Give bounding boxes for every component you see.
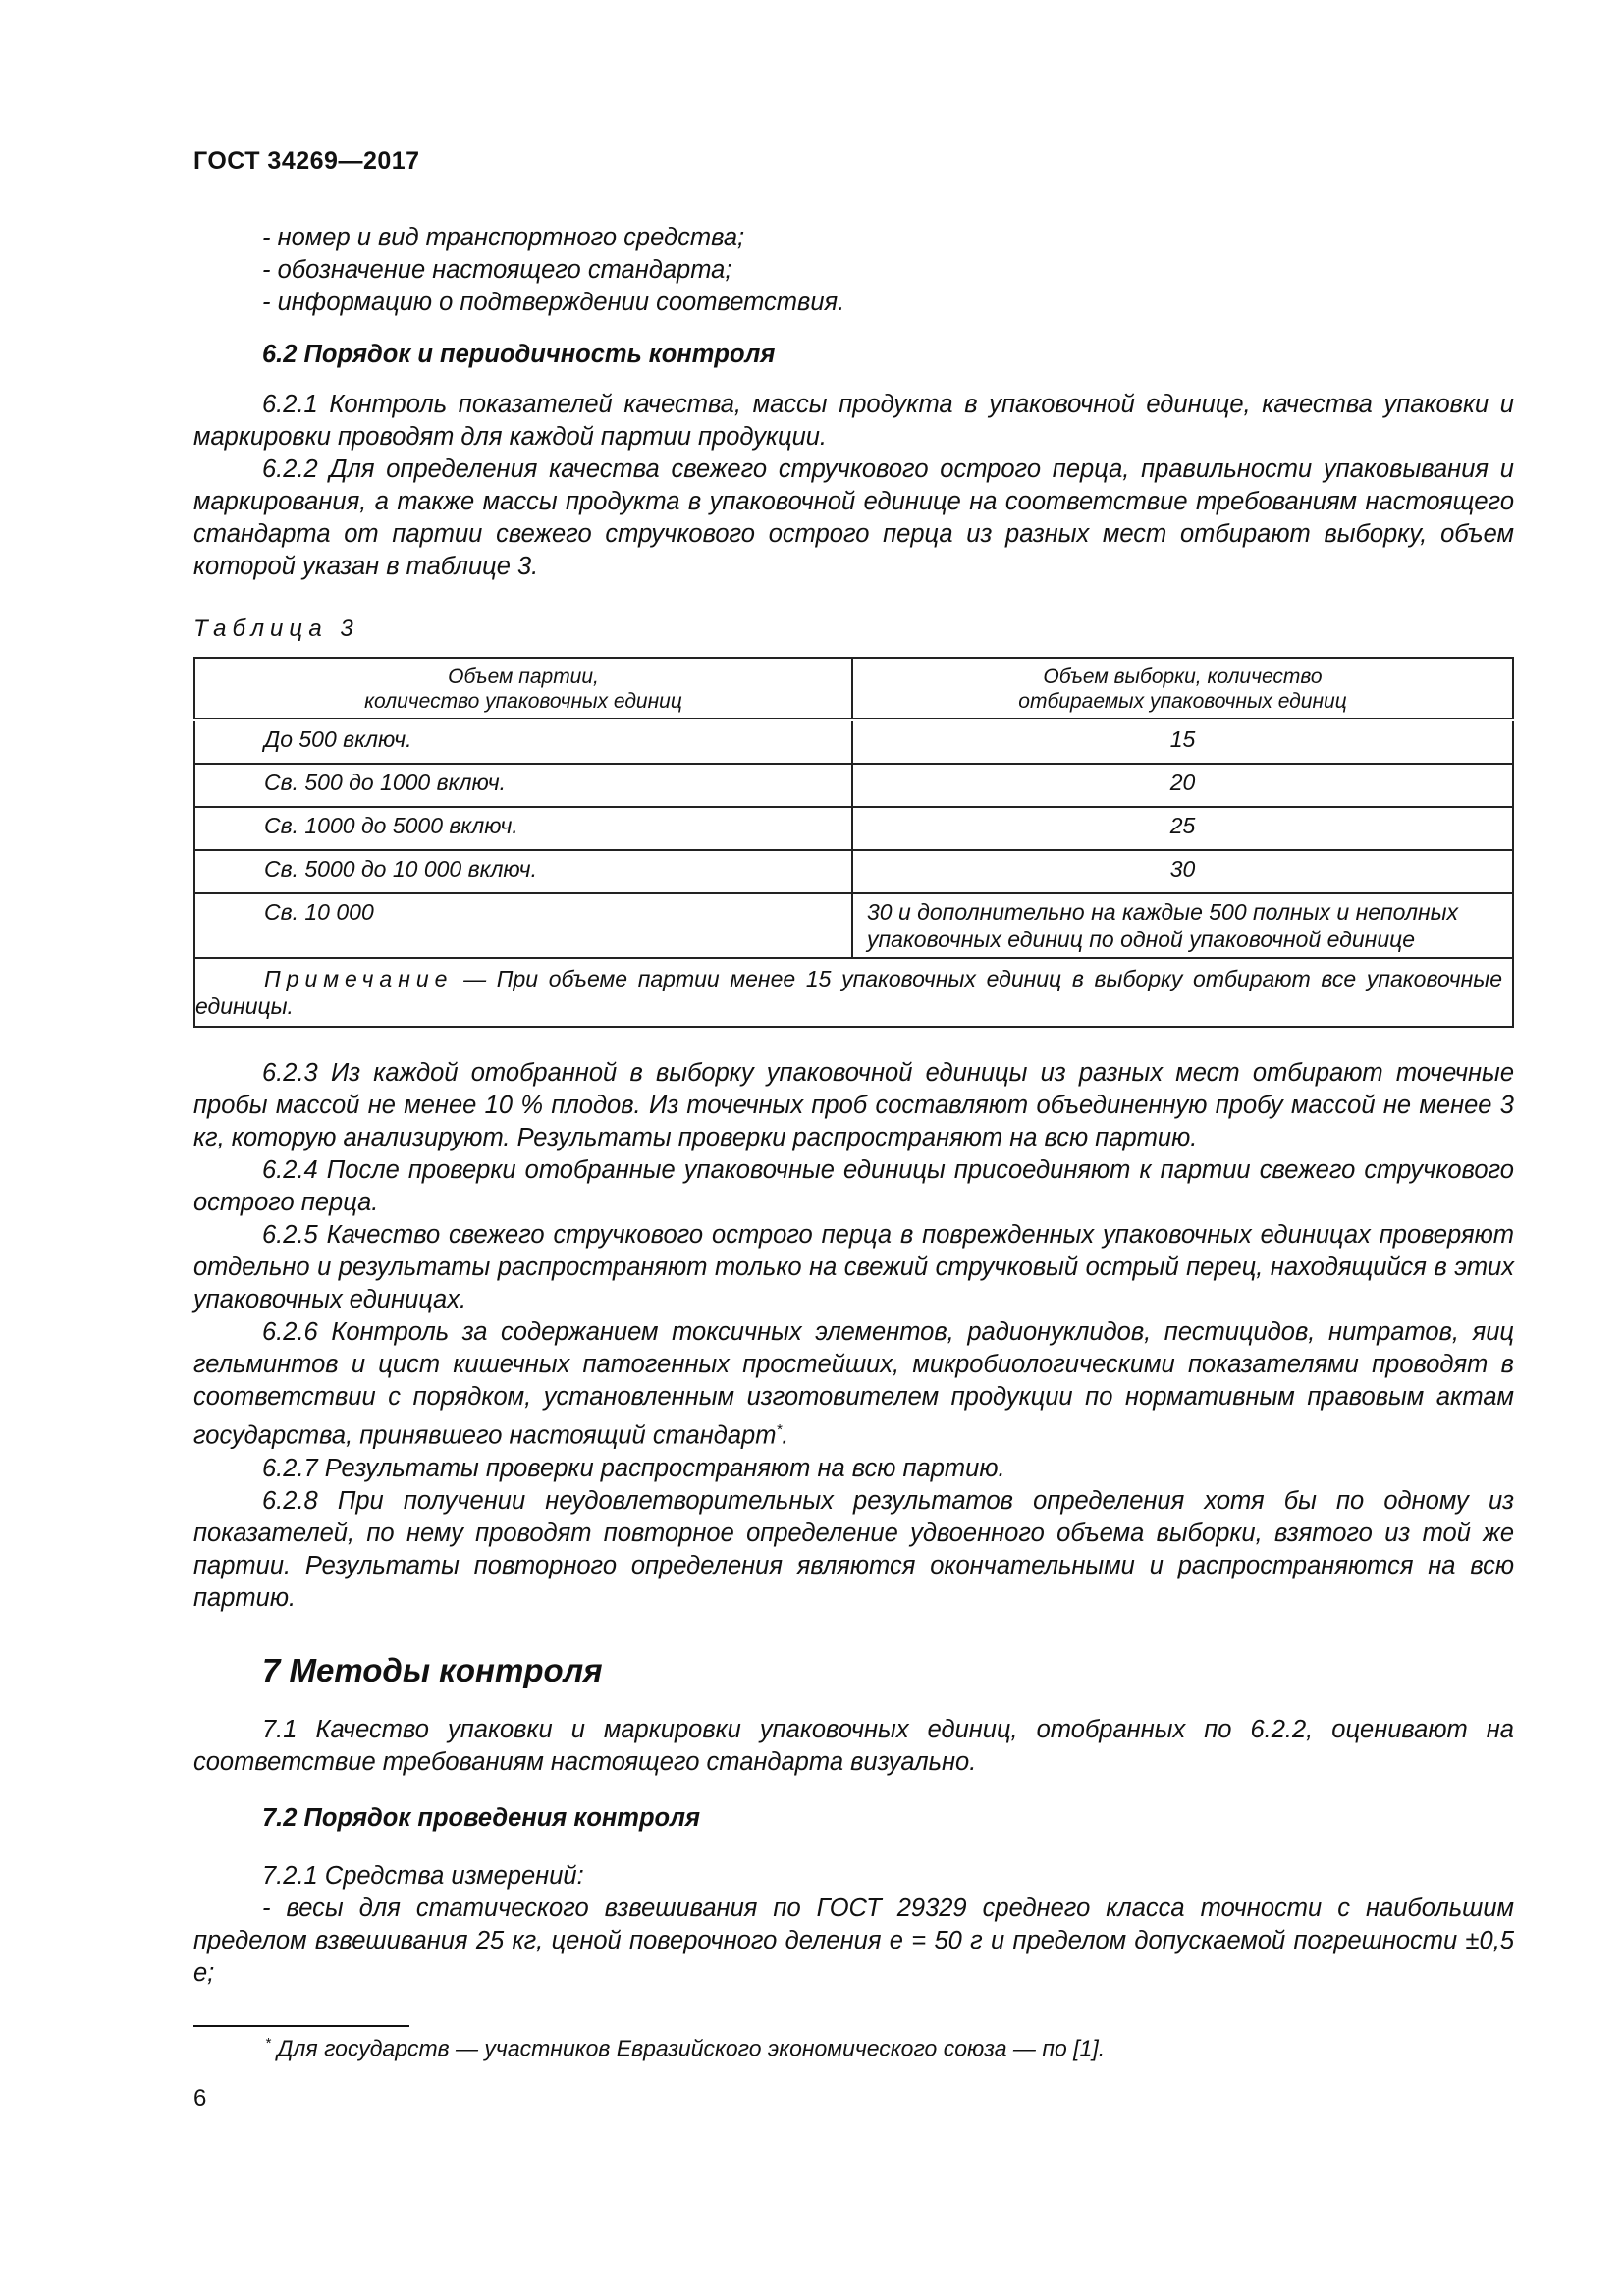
paragraph-7-1: 7.1 Качество упаковки и маркировки упаковочных единиц, отобранных по 6.2.2, оценивают на соответствие требованиям настоящего стандарта визуально. [193,1715,1514,1776]
table-row [194,893,1513,958]
list-item: - информацию о подтверждении соответствия. [262,289,845,316]
page-number: 6 [193,2085,207,2111]
section-heading-7-2: 7.2 Порядок проведения контроля [262,1803,701,1832]
document-header: ГОСТ 34269—2017 [193,147,420,175]
paragraph-6-2-5: 6.2.5 Качество свежего стручкового острого перца в поврежденных упаковочных единицах проверяют отдельно и результаты распространяют только на свежий стручковый острый перец, находящийся в этих упаковочных единицах. [193,1221,1514,1313]
table-cell-lot: Св. 1000 до 5000 включ. [194,807,852,850]
paragraph-7-2-1: 7.2.1 Средства измерений: [262,1861,584,1890]
sample-size-table [193,657,1514,1028]
table-row [194,764,1513,807]
table-row [194,850,1513,893]
table-cell-sample: 25 [852,807,1513,850]
paragraph-6-2-2: 6.2.2 Для определения качества свежего стручкового острого перца, правильности упаковывания и маркирования, а также массы продукта в упаковочной единице на соответствие требованиям настоящего стандарта от партии свежего стручкового острого перца из разных мест отбирают выборку, объем которой указан в таблице 3. [193,455,1514,580]
list-item: - весы для статического взвешивания по ГОСТ 29329 среднего класса точности с наибольшим пределом взвешивания 25 кг, ценой поверочного деления е = 50 г и пределом допускаемой погрешности ±0,5 е; [193,1894,1514,1987]
list-item: - обозначение настоящего стандарта; [262,256,732,284]
page-content [193,222,1514,1990]
table-row [194,807,1513,850]
section-heading-6-2: 6.2 Порядок и периодичность контроля [262,341,776,368]
table-header-row [194,658,1513,720]
footnote-reference: * [776,1421,783,1438]
list-item: - номер и вид транспортного средства; [262,224,745,251]
paragraph-6-2-8: 6.2.8 При получении неудовлетворительных результатов определения хотя бы по одному из показателей, по нему проводят повторное определение удвоенного объема выборки, взятого из той же партии. Результаты повторного определения являются окончательными и распространяются на всю партию. [193,1486,1514,1612]
table-header-sample: Объем выборки, количество отбираемых упаковочных единиц [852,658,1513,720]
table-cell-lot: Св. 5000 до 10 000 включ. [194,850,852,893]
paragraphs-after-table [193,1057,1514,1615]
table-note-text: — При объеме партии менее 15 упаковочных единиц в выборку отбирают все упаковочные единицы. [195,966,1502,1019]
table-caption: Таблица 3 [193,615,359,642]
table-note-label: Примечание [264,966,454,991]
table-cell-sample: 15 [852,720,1513,764]
table-cell-sample: 20 [852,764,1513,807]
table-cell-lot: Св. 500 до 1000 включ. [194,764,852,807]
paragraph-6-2-7: 6.2.7 Результаты проверки распространяют на всю партию. [262,1454,1005,1482]
table-note [194,958,1513,1027]
footnote-divider [193,2025,409,2027]
footnote [265,2035,1105,2062]
table-cell-sample: 30 [852,850,1513,893]
section-heading-7: 7 Методы контроля [262,1651,603,1688]
table-header-lot: Объем партии, количество упаковочных единиц [194,658,852,720]
table-cell-sample: 30 и дополнительно на каждые 500 полных и неполных упаковочных единиц по одной упаковочной единице [852,893,1513,958]
table-note-row [194,958,1513,1027]
paragraph-6-2-4: 6.2.4 После проверки отобранные упаковочные единицы присоединяют к партии свежего стручкового острого перца. [193,1156,1514,1216]
footnote-mark: * [265,2035,271,2052]
table-row [194,720,1513,764]
paragraph-6-2-1: 6.2.1 Контроль показателей качества, массы продукта в упаковочной единице, качества упаковки и маркировки проводят для каждой партии продукции. [193,391,1514,451]
table-cell-lot: До 500 включ. [194,720,852,764]
paragraph-6-2-6: 6.2.6 Контроль за содержанием токсичных элементов, радионуклидов, пестицидов, нитратов, яиц гельминтов и цист кишечных патогенных простейших, микробиологическими показателями проводят в соответствии с порядком, установленным изготовителем продукции по нормативным правовым актам государства, принявшего настоящий стандарт*. [193,1318,1514,1450]
table-cell-lot: Св. 10 000 [194,893,852,958]
footnote-text: Для государств — участников Евразийского экономического союза — по [1]. [270,2035,1106,2061]
paragraph-6-2-3: 6.2.3 Из каждой отобранной в выборку упаковочной единицы из разных мест отбирают точечные пробы массой не менее 10 % плодов. Из точечных проб составляют объединенную пробу массой не менее 3 кг, которую анализируют. Результаты проверки распространяют на всю партию. [193,1059,1514,1151]
